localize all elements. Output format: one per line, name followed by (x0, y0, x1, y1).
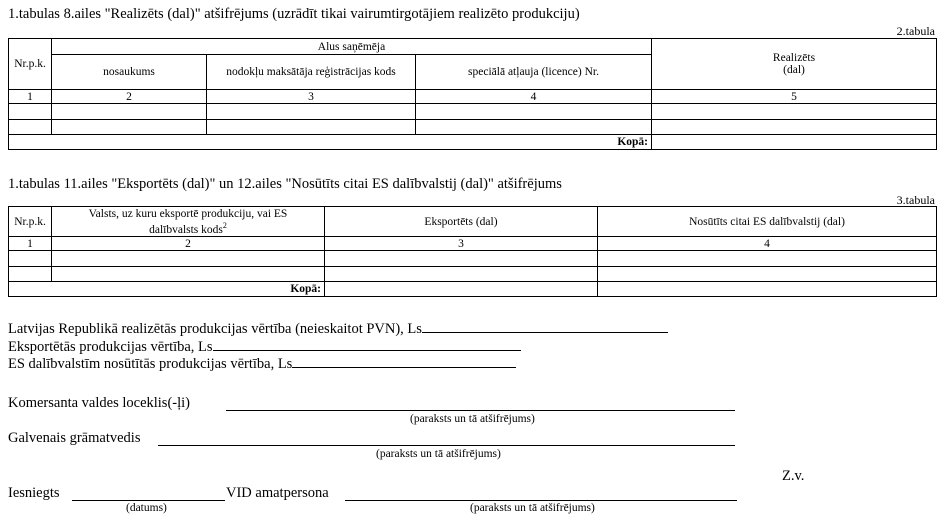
export-value-line (8, 338, 521, 356)
col-nr-header: Nr.p.k. (9, 207, 52, 237)
total-row (9, 135, 937, 150)
col-number: 4 (416, 90, 652, 104)
export-value-field[interactable] (213, 338, 521, 351)
col-country-line2: dalībvalsts kods (149, 223, 223, 236)
vid-official-label: VID amatpersona (226, 485, 329, 501)
chief-accountant-label: Galvenais grāmatvedis (8, 430, 141, 446)
table-row (9, 267, 937, 282)
eu-value-label: ES dalībvalstīm nosūtītās produkcijas vērtība, Ls (8, 356, 293, 372)
col-number: 1 (9, 237, 52, 251)
col-country-line1: Valsts, uz kuru eksportē produkciju, vai ES (88, 207, 288, 220)
export-value-label: Eksportētās produkcijas vērtība, Ls (8, 339, 213, 355)
lv-value-field[interactable] (422, 320, 668, 333)
lv-value-label: Latvijas Republikā realizētās produkcijas vērtība (neieskaitot PVN), Ls (8, 321, 422, 337)
total-exported-cell[interactable] (325, 282, 598, 297)
footnote-mark: 2 (222, 220, 227, 230)
col-sold-line1: Realizēts (772, 52, 816, 64)
eu-value-line (8, 355, 516, 373)
total-label: Kopā: (9, 135, 652, 150)
chief-accountant-caption: (paraksts un tā atšifrējums) (376, 448, 501, 460)
chief-accountant-signature-line[interactable] (158, 431, 735, 446)
submitted-label: Iesniegts (8, 485, 60, 501)
col-nr-header: Nr.p.k. (9, 39, 52, 90)
vid-official-signature-line[interactable] (345, 486, 737, 501)
col-sold-header (652, 39, 937, 90)
col-number: 2 (52, 237, 325, 251)
lv-value-line (8, 320, 668, 338)
col-number: 3 (325, 237, 598, 251)
table-row (9, 251, 937, 267)
table-2 (8, 38, 937, 150)
group-header-recipient: Alus saņēmēja (52, 39, 652, 55)
total-sold-cell[interactable] (652, 135, 937, 150)
eu-value-field[interactable] (292, 355, 516, 368)
date-line[interactable] (72, 487, 225, 501)
col-number: 2 (52, 90, 207, 104)
col-sent-eu-header: Nosūtīts citai ES dalībvalstij (dal) (598, 207, 937, 237)
table3-label: 3.tabula (896, 193, 935, 207)
table2-label: 2.tabula (896, 24, 935, 38)
col-number: 5 (652, 90, 937, 104)
section2-heading: 1.tabulas 11.ailes "Eksportēts (dal)" un 12.ailes "Nosūtīts citai ES dalībvalstij (dal)" atšifrējums (8, 176, 562, 192)
col-sold-line2: (dal) (783, 64, 805, 76)
total-label: Kopā: (9, 282, 325, 297)
section1-heading: 1.tabulas 8.ailes "Realizēts (dal)" atšifrējums (uzrādīt tikai vairumtirgotājiem realizēto produkciju) (8, 6, 580, 22)
vid-official-caption: (paraksts un tā atšifrējums) (470, 502, 595, 514)
stamp-label: Z.v. (782, 468, 805, 484)
table-3 (8, 206, 937, 297)
col-license-header: speciālā atļauja (licence) Nr. (416, 55, 652, 90)
col-exported-header: Eksportēts (dal) (325, 207, 598, 237)
board-member-signature-line[interactable] (226, 396, 735, 411)
total-row (9, 282, 937, 297)
total-sent-eu-cell[interactable] (598, 282, 937, 297)
col-number: 4 (598, 237, 937, 251)
board-member-label: Komersanta valdes loceklis(-ļi) (8, 395, 190, 411)
date-caption: (datums) (126, 502, 167, 514)
col-tax-code-header: nodokļu maksātāja reģistrācijas kods (207, 55, 416, 90)
col-name-header: nosaukums (52, 55, 207, 90)
col-number: 3 (207, 90, 416, 104)
col-country-header (52, 207, 325, 237)
board-member-caption: (paraksts un tā atšifrējums) (410, 413, 535, 425)
col-number: 1 (9, 90, 52, 104)
table-row (9, 104, 937, 120)
table-row (9, 120, 937, 135)
